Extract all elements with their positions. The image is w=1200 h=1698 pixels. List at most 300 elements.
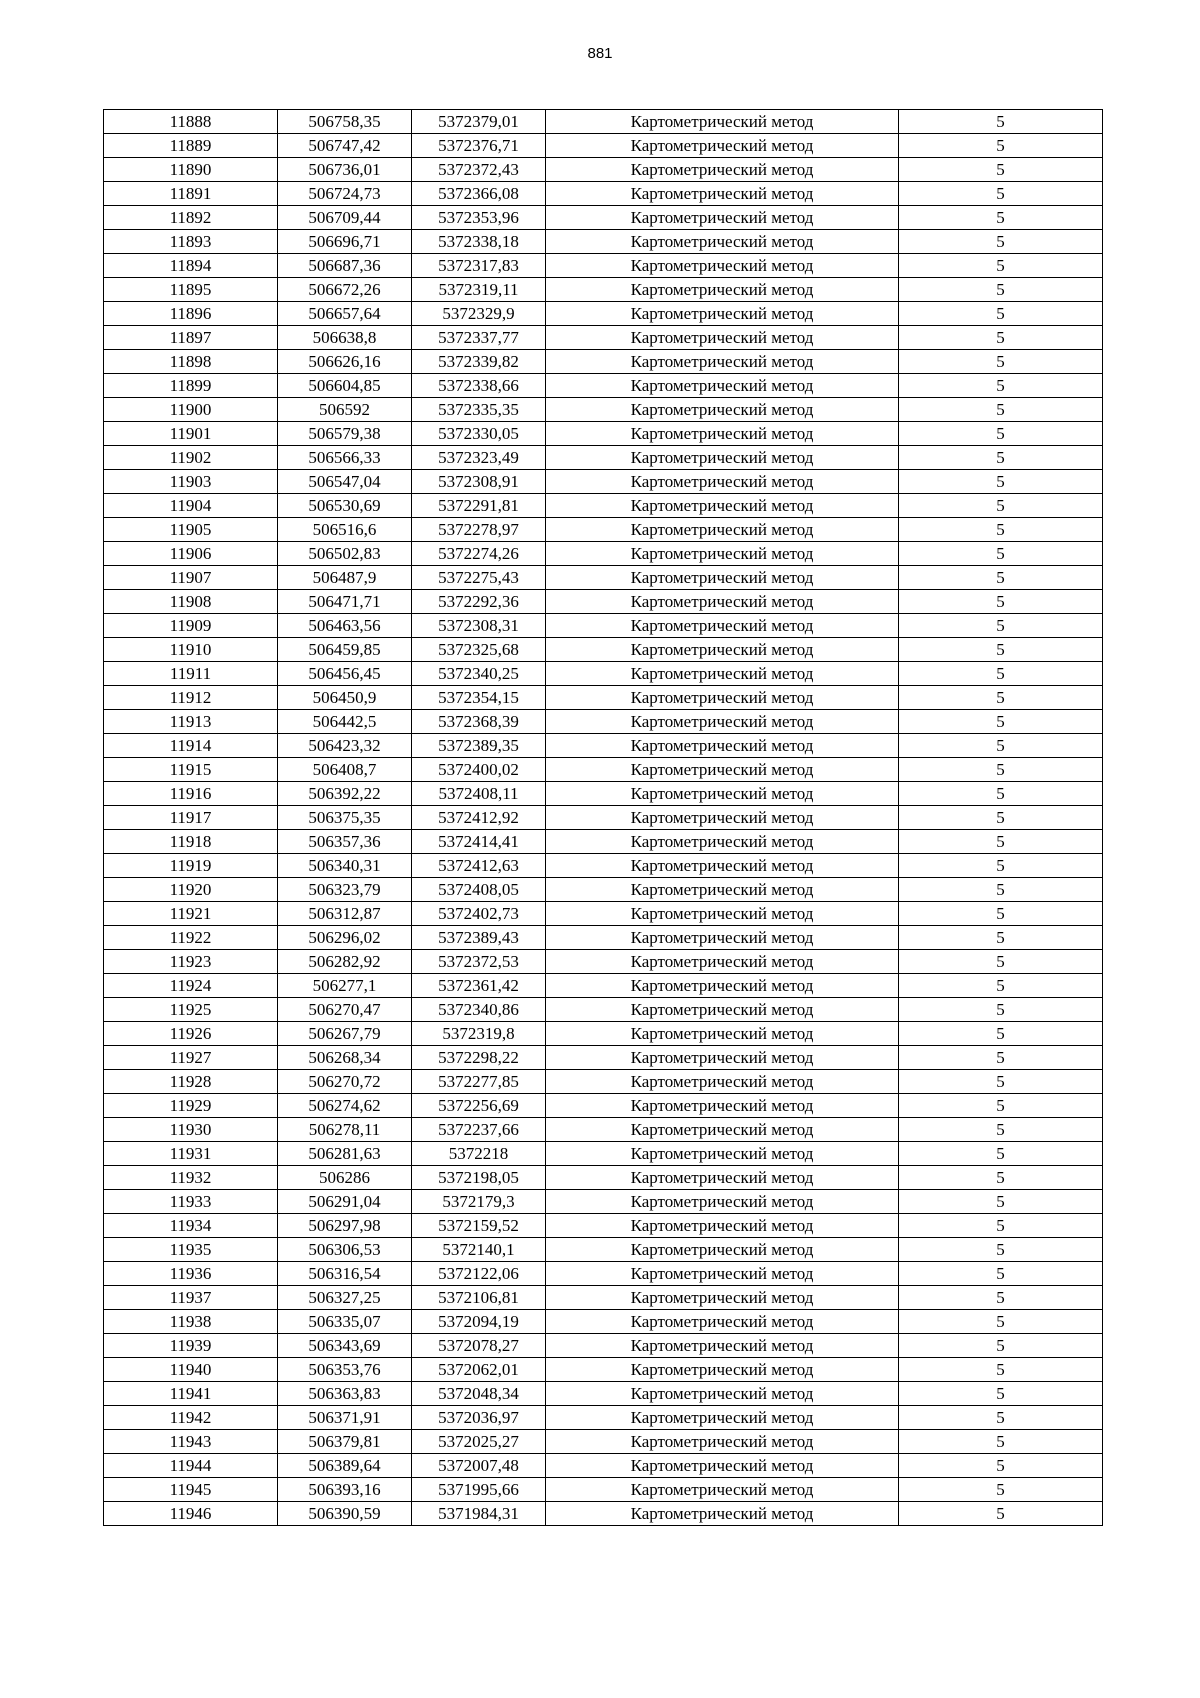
accuracy-cell: 5 (899, 1118, 1103, 1142)
method-cell: Картометрический метод (546, 566, 899, 590)
y-coordinate-cell: 5372274,26 (412, 542, 546, 566)
accuracy-cell: 5 (899, 230, 1103, 254)
y-coordinate-cell: 5372414,41 (412, 830, 546, 854)
y-coordinate-cell: 5372379,01 (412, 110, 546, 134)
accuracy-cell: 5 (899, 1406, 1103, 1430)
method-cell: Картометрический метод (546, 1046, 899, 1070)
method-cell: Картометрический метод (546, 1430, 899, 1454)
table-row (104, 1502, 1103, 1526)
table-row (104, 710, 1103, 734)
accuracy-cell: 5 (899, 662, 1103, 686)
point-number-cell: 11889 (104, 134, 278, 158)
point-number-cell: 11925 (104, 998, 278, 1022)
x-coordinate-cell: 506316,54 (278, 1262, 412, 1286)
x-coordinate-cell: 506379,81 (278, 1430, 412, 1454)
accuracy-cell: 5 (899, 182, 1103, 206)
accuracy-cell: 5 (899, 926, 1103, 950)
table-row (104, 398, 1103, 422)
table-row (104, 734, 1103, 758)
accuracy-cell: 5 (899, 470, 1103, 494)
table-row (104, 878, 1103, 902)
accuracy-cell: 5 (899, 1238, 1103, 1262)
method-cell: Картометрический метод (546, 470, 899, 494)
method-cell: Картометрический метод (546, 230, 899, 254)
x-coordinate-cell: 506340,31 (278, 854, 412, 878)
point-number-cell: 11892 (104, 206, 278, 230)
x-coordinate-cell: 506327,25 (278, 1286, 412, 1310)
x-coordinate-cell: 506286 (278, 1166, 412, 1190)
method-cell: Картометрический метод (546, 1454, 899, 1478)
point-number-cell: 11901 (104, 422, 278, 446)
x-coordinate-cell: 506736,01 (278, 158, 412, 182)
method-cell: Картометрический метод (546, 542, 899, 566)
y-coordinate-cell: 5372325,68 (412, 638, 546, 662)
table-row (104, 374, 1103, 398)
table-row (104, 1142, 1103, 1166)
y-coordinate-cell: 5372361,42 (412, 974, 546, 998)
table-row (104, 926, 1103, 950)
table-row (104, 974, 1103, 998)
accuracy-cell: 5 (899, 278, 1103, 302)
table-row (104, 950, 1103, 974)
y-coordinate-cell: 5372335,35 (412, 398, 546, 422)
table-row (104, 254, 1103, 278)
method-cell: Картометрический метод (546, 590, 899, 614)
x-coordinate-cell: 506502,83 (278, 542, 412, 566)
point-number-cell: 11916 (104, 782, 278, 806)
y-coordinate-cell: 5372366,08 (412, 182, 546, 206)
method-cell: Картометрический метод (546, 1214, 899, 1238)
x-coordinate-cell: 506672,26 (278, 278, 412, 302)
point-number-cell: 11940 (104, 1358, 278, 1382)
x-coordinate-cell: 506371,91 (278, 1406, 412, 1430)
x-coordinate-cell: 506450,9 (278, 686, 412, 710)
table-row (104, 1406, 1103, 1430)
table-row (104, 110, 1103, 134)
y-coordinate-cell: 5372408,11 (412, 782, 546, 806)
y-coordinate-cell: 5372372,43 (412, 158, 546, 182)
accuracy-cell: 5 (899, 518, 1103, 542)
method-cell: Картометрический метод (546, 902, 899, 926)
accuracy-cell: 5 (899, 1382, 1103, 1406)
method-cell: Картометрический метод (546, 350, 899, 374)
method-cell: Картометрический метод (546, 1094, 899, 1118)
accuracy-cell: 5 (899, 614, 1103, 638)
y-coordinate-cell: 5372372,53 (412, 950, 546, 974)
y-coordinate-cell: 5372106,81 (412, 1286, 546, 1310)
method-cell: Картометрический метод (546, 1358, 899, 1382)
accuracy-cell: 5 (899, 1430, 1103, 1454)
method-cell: Картометрический метод (546, 518, 899, 542)
y-coordinate-cell: 5372025,27 (412, 1430, 546, 1454)
point-number-cell: 11934 (104, 1214, 278, 1238)
table-row (104, 1310, 1103, 1334)
method-cell: Картометрический метод (546, 1070, 899, 1094)
point-number-cell: 11888 (104, 110, 278, 134)
method-cell: Картометрический метод (546, 1478, 899, 1502)
point-number-cell: 11943 (104, 1430, 278, 1454)
x-coordinate-cell: 506566,33 (278, 446, 412, 470)
accuracy-cell: 5 (899, 1286, 1103, 1310)
x-coordinate-cell: 506312,87 (278, 902, 412, 926)
accuracy-cell: 5 (899, 1166, 1103, 1190)
y-coordinate-cell: 5372159,52 (412, 1214, 546, 1238)
page-number: 881 (587, 45, 613, 62)
method-cell: Картометрический метод (546, 758, 899, 782)
table-row (104, 542, 1103, 566)
coordinates-table (103, 109, 1103, 1526)
accuracy-cell: 5 (899, 806, 1103, 830)
x-coordinate-cell: 506709,44 (278, 206, 412, 230)
accuracy-cell: 5 (899, 254, 1103, 278)
point-number-cell: 11918 (104, 830, 278, 854)
method-cell: Картометрический метод (546, 782, 899, 806)
y-coordinate-cell: 5372275,43 (412, 566, 546, 590)
accuracy-cell: 5 (899, 1022, 1103, 1046)
method-cell: Картометрический метод (546, 1022, 899, 1046)
y-coordinate-cell: 5372389,35 (412, 734, 546, 758)
method-cell: Картометрический метод (546, 494, 899, 518)
accuracy-cell: 5 (899, 782, 1103, 806)
accuracy-cell: 5 (899, 998, 1103, 1022)
y-coordinate-cell: 5371995,66 (412, 1478, 546, 1502)
table-row (104, 758, 1103, 782)
accuracy-cell: 5 (899, 1070, 1103, 1094)
point-number-cell: 11908 (104, 590, 278, 614)
x-coordinate-cell: 506277,1 (278, 974, 412, 998)
point-number-cell: 11938 (104, 1310, 278, 1334)
point-number-cell: 11924 (104, 974, 278, 998)
table-row (104, 278, 1103, 302)
point-number-cell: 11895 (104, 278, 278, 302)
table-row (104, 806, 1103, 830)
point-number-cell: 11932 (104, 1166, 278, 1190)
method-cell: Картометрический метод (546, 1238, 899, 1262)
method-cell: Картометрический метод (546, 398, 899, 422)
table-row (104, 158, 1103, 182)
table-row (104, 494, 1103, 518)
point-number-cell: 11927 (104, 1046, 278, 1070)
point-number-cell: 11929 (104, 1094, 278, 1118)
table-row (104, 1094, 1103, 1118)
y-coordinate-cell: 5372048,34 (412, 1382, 546, 1406)
accuracy-cell: 5 (899, 446, 1103, 470)
accuracy-cell: 5 (899, 1502, 1103, 1526)
y-coordinate-cell: 5372412,92 (412, 806, 546, 830)
accuracy-cell: 5 (899, 902, 1103, 926)
table-row (104, 1286, 1103, 1310)
accuracy-cell: 5 (899, 854, 1103, 878)
x-coordinate-cell: 506579,38 (278, 422, 412, 446)
y-coordinate-cell: 5372319,11 (412, 278, 546, 302)
accuracy-cell: 5 (899, 1046, 1103, 1070)
method-cell: Картометрический метод (546, 1406, 899, 1430)
point-number-cell: 11926 (104, 1022, 278, 1046)
accuracy-cell: 5 (899, 1262, 1103, 1286)
y-coordinate-cell: 5372408,05 (412, 878, 546, 902)
y-coordinate-cell: 5372198,05 (412, 1166, 546, 1190)
table-row (104, 902, 1103, 926)
method-cell: Картометрический метод (546, 134, 899, 158)
accuracy-cell: 5 (899, 830, 1103, 854)
x-coordinate-cell: 506267,79 (278, 1022, 412, 1046)
point-number-cell: 11894 (104, 254, 278, 278)
point-number-cell: 11939 (104, 1334, 278, 1358)
point-number-cell: 11935 (104, 1238, 278, 1262)
point-number-cell: 11945 (104, 1478, 278, 1502)
point-number-cell: 11942 (104, 1406, 278, 1430)
accuracy-cell: 5 (899, 326, 1103, 350)
y-coordinate-cell: 5372323,49 (412, 446, 546, 470)
point-number-cell: 11905 (104, 518, 278, 542)
x-coordinate-cell: 506306,53 (278, 1238, 412, 1262)
x-coordinate-cell: 506375,35 (278, 806, 412, 830)
point-number-cell: 11917 (104, 806, 278, 830)
point-number-cell: 11915 (104, 758, 278, 782)
x-coordinate-cell: 506281,63 (278, 1142, 412, 1166)
x-coordinate-cell: 506268,34 (278, 1046, 412, 1070)
method-cell: Картометрический метод (546, 326, 899, 350)
accuracy-cell: 5 (899, 1310, 1103, 1334)
x-coordinate-cell: 506459,85 (278, 638, 412, 662)
point-number-cell: 11891 (104, 182, 278, 206)
x-coordinate-cell: 506423,32 (278, 734, 412, 758)
method-cell: Картометрический метод (546, 662, 899, 686)
y-coordinate-cell: 5372389,43 (412, 926, 546, 950)
method-cell: Картометрический метод (546, 806, 899, 830)
point-number-cell: 11900 (104, 398, 278, 422)
table-row (104, 1238, 1103, 1262)
method-cell: Картометрический метод (546, 710, 899, 734)
x-coordinate-cell: 506353,76 (278, 1358, 412, 1382)
accuracy-cell: 5 (899, 638, 1103, 662)
accuracy-cell: 5 (899, 878, 1103, 902)
y-coordinate-cell: 5372340,25 (412, 662, 546, 686)
y-coordinate-cell: 5372078,27 (412, 1334, 546, 1358)
x-coordinate-cell: 506747,42 (278, 134, 412, 158)
method-cell: Картометрический метод (546, 1334, 899, 1358)
table-row (104, 638, 1103, 662)
accuracy-cell: 5 (899, 1358, 1103, 1382)
x-coordinate-cell: 506270,47 (278, 998, 412, 1022)
point-number-cell: 11936 (104, 1262, 278, 1286)
table-row (104, 1262, 1103, 1286)
y-coordinate-cell: 5372218 (412, 1142, 546, 1166)
point-number-cell: 11921 (104, 902, 278, 926)
accuracy-cell: 5 (899, 1334, 1103, 1358)
table-row (104, 614, 1103, 638)
accuracy-cell: 5 (899, 206, 1103, 230)
method-cell: Картометрический метод (546, 278, 899, 302)
accuracy-cell: 5 (899, 398, 1103, 422)
point-number-cell: 11928 (104, 1070, 278, 1094)
method-cell: Картометрический метод (546, 1382, 899, 1406)
table-row (104, 830, 1103, 854)
x-coordinate-cell: 506335,07 (278, 1310, 412, 1334)
point-number-cell: 11946 (104, 1502, 278, 1526)
method-cell: Картометрический метод (546, 830, 899, 854)
point-number-cell: 11912 (104, 686, 278, 710)
table-row (104, 206, 1103, 230)
y-coordinate-cell: 5372278,97 (412, 518, 546, 542)
table-row (104, 230, 1103, 254)
method-cell: Картометрический метод (546, 950, 899, 974)
table-row (104, 1382, 1103, 1406)
point-number-cell: 11944 (104, 1454, 278, 1478)
point-number-cell: 11911 (104, 662, 278, 686)
y-coordinate-cell: 5372337,77 (412, 326, 546, 350)
point-number-cell: 11893 (104, 230, 278, 254)
method-cell: Картометрический метод (546, 638, 899, 662)
accuracy-cell: 5 (899, 1094, 1103, 1118)
accuracy-cell: 5 (899, 494, 1103, 518)
x-coordinate-cell: 506530,69 (278, 494, 412, 518)
x-coordinate-cell: 506274,62 (278, 1094, 412, 1118)
y-coordinate-cell: 5372094,19 (412, 1310, 546, 1334)
accuracy-cell: 5 (899, 566, 1103, 590)
accuracy-cell: 5 (899, 302, 1103, 326)
y-coordinate-cell: 5372368,39 (412, 710, 546, 734)
y-coordinate-cell: 5371984,31 (412, 1502, 546, 1526)
y-coordinate-cell: 5372339,82 (412, 350, 546, 374)
y-coordinate-cell: 5372354,15 (412, 686, 546, 710)
method-cell: Картометрический метод (546, 1190, 899, 1214)
accuracy-cell: 5 (899, 110, 1103, 134)
x-coordinate-cell: 506357,36 (278, 830, 412, 854)
y-coordinate-cell: 5372317,83 (412, 254, 546, 278)
point-number-cell: 11896 (104, 302, 278, 326)
y-coordinate-cell: 5372400,02 (412, 758, 546, 782)
point-number-cell: 11941 (104, 1382, 278, 1406)
method-cell: Картометрический метод (546, 614, 899, 638)
y-coordinate-cell: 5372412,63 (412, 854, 546, 878)
method-cell: Картометрический метод (546, 446, 899, 470)
point-number-cell: 11920 (104, 878, 278, 902)
point-number-cell: 11897 (104, 326, 278, 350)
y-coordinate-cell: 5372402,73 (412, 902, 546, 926)
x-coordinate-cell: 506724,73 (278, 182, 412, 206)
x-coordinate-cell: 506323,79 (278, 878, 412, 902)
x-coordinate-cell: 506297,98 (278, 1214, 412, 1238)
method-cell: Картометрический метод (546, 974, 899, 998)
x-coordinate-cell: 506408,7 (278, 758, 412, 782)
table-row (104, 350, 1103, 374)
accuracy-cell: 5 (899, 590, 1103, 614)
table-row (104, 326, 1103, 350)
x-coordinate-cell: 506471,71 (278, 590, 412, 614)
y-coordinate-cell: 5372179,3 (412, 1190, 546, 1214)
table-row (104, 998, 1103, 1022)
point-number-cell: 11931 (104, 1142, 278, 1166)
y-coordinate-cell: 5372036,97 (412, 1406, 546, 1430)
table-row (104, 446, 1103, 470)
x-coordinate-cell: 506363,83 (278, 1382, 412, 1406)
table-row (104, 1334, 1103, 1358)
y-coordinate-cell: 5372256,69 (412, 1094, 546, 1118)
method-cell: Картометрический метод (546, 686, 899, 710)
point-number-cell: 11922 (104, 926, 278, 950)
x-coordinate-cell: 506390,59 (278, 1502, 412, 1526)
accuracy-cell: 5 (899, 1190, 1103, 1214)
y-coordinate-cell: 5372338,18 (412, 230, 546, 254)
table-row (104, 1166, 1103, 1190)
method-cell: Картометрический метод (546, 422, 899, 446)
table-row (104, 1430, 1103, 1454)
method-cell: Картометрический метод (546, 998, 899, 1022)
y-coordinate-cell: 5372338,66 (412, 374, 546, 398)
x-coordinate-cell: 506463,56 (278, 614, 412, 638)
table-row (104, 1454, 1103, 1478)
point-number-cell: 11907 (104, 566, 278, 590)
point-number-cell: 11909 (104, 614, 278, 638)
x-coordinate-cell: 506626,16 (278, 350, 412, 374)
method-cell: Картометрический метод (546, 302, 899, 326)
y-coordinate-cell: 5372319,8 (412, 1022, 546, 1046)
x-coordinate-cell: 506604,85 (278, 374, 412, 398)
accuracy-cell: 5 (899, 350, 1103, 374)
method-cell: Картометрический метод (546, 110, 899, 134)
accuracy-cell: 5 (899, 1478, 1103, 1502)
method-cell: Картометрический метод (546, 374, 899, 398)
method-cell: Картометрический метод (546, 734, 899, 758)
table-row (104, 590, 1103, 614)
accuracy-cell: 5 (899, 686, 1103, 710)
table-row (104, 1070, 1103, 1094)
table-row (104, 1358, 1103, 1382)
table-row (104, 1478, 1103, 1502)
method-cell: Картометрический метод (546, 1286, 899, 1310)
x-coordinate-cell: 506296,02 (278, 926, 412, 950)
method-cell: Картометрический метод (546, 254, 899, 278)
point-number-cell: 11899 (104, 374, 278, 398)
table-row (104, 1190, 1103, 1214)
x-coordinate-cell: 506696,71 (278, 230, 412, 254)
x-coordinate-cell: 506291,04 (278, 1190, 412, 1214)
x-coordinate-cell: 506442,5 (278, 710, 412, 734)
x-coordinate-cell: 506638,8 (278, 326, 412, 350)
point-number-cell: 11906 (104, 542, 278, 566)
x-coordinate-cell: 506758,35 (278, 110, 412, 134)
y-coordinate-cell: 5372122,06 (412, 1262, 546, 1286)
accuracy-cell: 5 (899, 734, 1103, 758)
point-number-cell: 11910 (104, 638, 278, 662)
y-coordinate-cell: 5372007,48 (412, 1454, 546, 1478)
table-row (104, 686, 1103, 710)
method-cell: Картометрический метод (546, 1118, 899, 1142)
table-row (104, 1022, 1103, 1046)
point-number-cell: 11930 (104, 1118, 278, 1142)
x-coordinate-cell: 506516,6 (278, 518, 412, 542)
accuracy-cell: 5 (899, 1142, 1103, 1166)
method-cell: Картометрический метод (546, 158, 899, 182)
coordinates-table-body (104, 110, 1103, 1526)
x-coordinate-cell: 506592 (278, 398, 412, 422)
table-row (104, 134, 1103, 158)
y-coordinate-cell: 5372329,9 (412, 302, 546, 326)
y-coordinate-cell: 5372340,86 (412, 998, 546, 1022)
x-coordinate-cell: 506687,36 (278, 254, 412, 278)
method-cell: Картометрический метод (546, 1166, 899, 1190)
y-coordinate-cell: 5372237,66 (412, 1118, 546, 1142)
x-coordinate-cell: 506282,92 (278, 950, 412, 974)
x-coordinate-cell: 506487,9 (278, 566, 412, 590)
method-cell: Картометрический метод (546, 182, 899, 206)
y-coordinate-cell: 5372277,85 (412, 1070, 546, 1094)
method-cell: Картометрический метод (546, 1310, 899, 1334)
x-coordinate-cell: 506343,69 (278, 1334, 412, 1358)
x-coordinate-cell: 506270,72 (278, 1070, 412, 1094)
point-number-cell: 11902 (104, 446, 278, 470)
